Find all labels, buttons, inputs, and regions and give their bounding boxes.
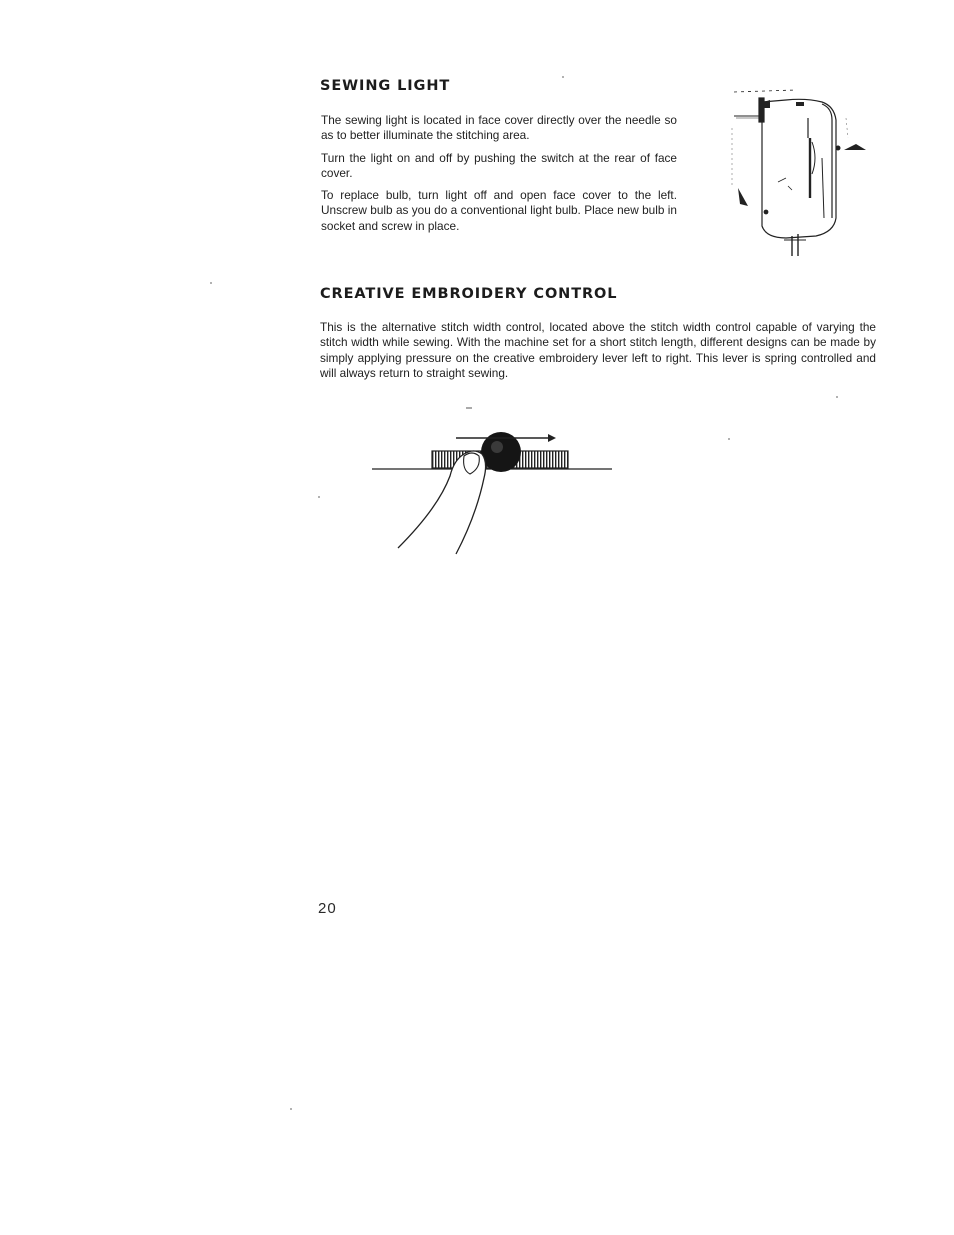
embroidery-lever-illustration <box>366 398 616 558</box>
face-cover-illustration <box>726 78 886 258</box>
scan-speck <box>562 76 564 78</box>
sewing-light-paragraph-1: The sewing light is located in face cover directly over the needle so as to better illuminate the stitching area. <box>321 113 677 143</box>
creative-embroidery-heading: CREATIVE EMBROIDERY CONTROL <box>320 286 618 302</box>
sewing-light-heading: SEWING LIGHT <box>320 78 451 94</box>
scan-speck <box>318 496 320 498</box>
scan-speck <box>728 438 730 440</box>
scan-speck <box>836 396 838 398</box>
page-number: 20 <box>318 900 337 917</box>
scan-speck <box>210 282 212 284</box>
scan-speck <box>290 1108 292 1110</box>
sewing-light-paragraph-2: Turn the light on and off by pushing the switch at the rear of face cover. <box>321 151 677 181</box>
creative-embroidery-paragraph: This is the alternative stitch width control, located above the stitch width control capable of varying the stitch width while sewing. With the machine set for a short stitch length, different designs can be made by simply applying pressure on the creative embroidery lever left to right. This lever is spring controlled and will always return to straight sewing. <box>320 320 876 380</box>
sewing-light-paragraph-3: To replace bulb, turn light off and open face cover to the left. Unscrew bulb as you do a conventional light bulb. Place new bulb in socket and screw in place. <box>321 188 677 233</box>
